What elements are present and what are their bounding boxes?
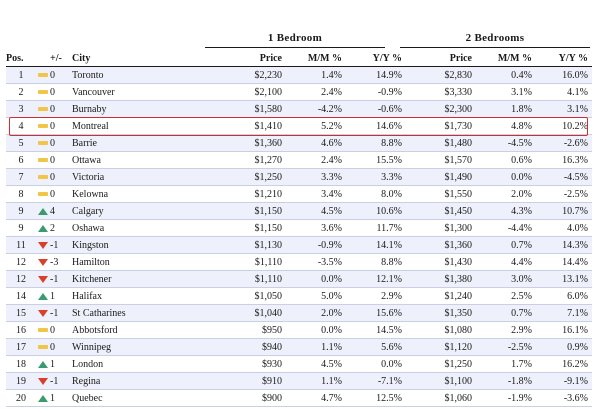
- row-1br-mm: 1.1%: [282, 373, 342, 390]
- triangle-down-icon: [38, 276, 48, 283]
- row-change: 0: [50, 186, 68, 203]
- row-2br-price: $1,300: [402, 220, 472, 237]
- row-2br-mm: 4.3%: [472, 203, 532, 220]
- row-2br-mm: 0.7%: [472, 305, 532, 322]
- row-city: Halifax: [68, 288, 172, 305]
- col-header-1br-price: Price: [172, 50, 282, 67]
- row-2br-yy: 7.1%: [532, 305, 592, 322]
- dash-icon: [38, 107, 48, 111]
- trend-cell: [36, 356, 50, 373]
- trend-cell: [36, 339, 50, 356]
- row-2br-yy: -3.6%: [532, 390, 592, 407]
- row-position: 17: [6, 339, 36, 356]
- row-2br-yy: 10.7%: [532, 203, 592, 220]
- row-position: 5: [6, 135, 36, 152]
- row-1br-price: $900: [172, 390, 282, 407]
- row-position: 11: [6, 237, 36, 254]
- table-row: [6, 322, 592, 339]
- table-row: [6, 186, 592, 203]
- row-1br-price: $1,050: [172, 288, 282, 305]
- row-1br-price: $1,210: [172, 186, 282, 203]
- row-1br-price: $1,250: [172, 169, 282, 186]
- row-1br-mm: 4.5%: [282, 203, 342, 220]
- trend-cell: [36, 84, 50, 101]
- table-row: [6, 169, 592, 186]
- row-1br-mm: -4.2%: [282, 101, 342, 118]
- table-row: [6, 271, 592, 288]
- row-1br-price: $1,270: [172, 152, 282, 169]
- row-2br-yy: -2.6%: [532, 135, 592, 152]
- row-1br-mm: 2.0%: [282, 305, 342, 322]
- row-1br-mm: 4.6%: [282, 135, 342, 152]
- row-2br-price: $1,350: [402, 305, 472, 322]
- triangle-down-icon: [38, 378, 48, 385]
- row-2br-price: $1,240: [402, 288, 472, 305]
- row-city: Regina: [68, 373, 172, 390]
- row-position: 6: [6, 152, 36, 169]
- row-2br-mm: -2.5%: [472, 339, 532, 356]
- col-header-change: +/-: [50, 50, 68, 67]
- row-2br-price: $1,060: [402, 390, 472, 407]
- row-1br-mm: 2.4%: [282, 84, 342, 101]
- row-1br-yy: 12.5%: [342, 390, 402, 407]
- row-city: Kitchener: [68, 271, 172, 288]
- row-city: Calgary: [68, 203, 172, 220]
- row-1br-price: $1,110: [172, 271, 282, 288]
- triangle-up-icon: [38, 208, 48, 215]
- row-1br-mm: 3.4%: [282, 186, 342, 203]
- col-header-2br-mm: M/M %: [472, 50, 532, 67]
- row-city: Oshawa: [68, 220, 172, 237]
- row-1br-yy: 8.8%: [342, 135, 402, 152]
- row-change: 0: [50, 135, 68, 152]
- dash-icon: [38, 73, 48, 77]
- row-change: 0: [50, 101, 68, 118]
- one-bedroom-group-rule: [205, 47, 385, 48]
- col-header-pos: Pos.: [6, 50, 36, 67]
- table-row: [6, 67, 592, 84]
- row-2br-price: $2,300: [402, 101, 472, 118]
- trend-cell: [36, 288, 50, 305]
- row-change: -3: [50, 254, 68, 271]
- row-2br-mm: 2.9%: [472, 322, 532, 339]
- row-1br-yy: 2.9%: [342, 288, 402, 305]
- row-2br-yy: 14.4%: [532, 254, 592, 271]
- two-bedrooms-group-label: 2 Bedrooms: [465, 32, 525, 44]
- row-1br-price: $1,580: [172, 101, 282, 118]
- row-position: 16: [6, 322, 36, 339]
- row-city: Vancouver: [68, 84, 172, 101]
- table-row: [6, 373, 592, 390]
- table-row: [6, 237, 592, 254]
- row-position: 20: [6, 390, 36, 407]
- row-1br-yy: -0.9%: [342, 84, 402, 101]
- row-2br-price: $1,570: [402, 152, 472, 169]
- col-header-city: City: [68, 50, 172, 67]
- table-row: [6, 152, 592, 169]
- one-bedroom-group-label: 1 Bedroom: [267, 32, 323, 44]
- row-change: 0: [50, 118, 68, 135]
- row-2br-price: $1,730: [402, 118, 472, 135]
- col-header-1br-yy: Y/Y %: [342, 50, 402, 67]
- row-change: 0: [50, 169, 68, 186]
- row-position: 12: [6, 254, 36, 271]
- row-2br-mm: -1.9%: [472, 390, 532, 407]
- row-city: Hamilton: [68, 254, 172, 271]
- table-body: [6, 67, 592, 407]
- dash-icon: [38, 90, 48, 94]
- row-1br-mm: -0.9%: [282, 237, 342, 254]
- row-2br-price: $1,100: [402, 373, 472, 390]
- dash-icon: [38, 158, 48, 162]
- column-header-row: [6, 50, 592, 67]
- row-2br-yy: 14.3%: [532, 237, 592, 254]
- row-position: 1: [6, 67, 36, 84]
- trend-cell: [36, 186, 50, 203]
- row-change: 0: [50, 322, 68, 339]
- trend-cell: [36, 220, 50, 237]
- row-position: 14: [6, 288, 36, 305]
- row-2br-price: $1,120: [402, 339, 472, 356]
- row-1br-yy: 14.1%: [342, 237, 402, 254]
- row-2br-price: $1,480: [402, 135, 472, 152]
- table-row: [6, 203, 592, 220]
- row-1br-yy: 11.7%: [342, 220, 402, 237]
- row-position: 4: [6, 118, 36, 135]
- row-2br-yy: 13.1%: [532, 271, 592, 288]
- dash-icon: [38, 124, 48, 128]
- row-change: 0: [50, 67, 68, 84]
- row-2br-yy: 16.2%: [532, 356, 592, 373]
- row-city: Abbotsford: [68, 322, 172, 339]
- row-2br-price: $2,830: [402, 67, 472, 84]
- row-1br-yy: 15.5%: [342, 152, 402, 169]
- row-city: Burnaby: [68, 101, 172, 118]
- row-position: 2: [6, 84, 36, 101]
- row-1br-yy: 8.8%: [342, 254, 402, 271]
- table-row: [6, 356, 592, 373]
- row-1br-price: $1,110: [172, 254, 282, 271]
- row-city: Toronto: [68, 67, 172, 84]
- row-2br-yy: 16.3%: [532, 152, 592, 169]
- trend-cell: [36, 203, 50, 220]
- row-1br-mm: 3.3%: [282, 169, 342, 186]
- row-1br-yy: 14.5%: [342, 322, 402, 339]
- rent-ranking-table: [6, 50, 592, 407]
- row-city: Ottawa: [68, 152, 172, 169]
- row-change: 0: [50, 84, 68, 101]
- row-1br-price: $950: [172, 322, 282, 339]
- row-2br-mm: -4.5%: [472, 135, 532, 152]
- row-1br-mm: 1.1%: [282, 339, 342, 356]
- row-city: Barrie: [68, 135, 172, 152]
- row-2br-price: $1,450: [402, 203, 472, 220]
- row-2br-mm: 2.0%: [472, 186, 532, 203]
- trend-cell: [36, 118, 50, 135]
- dash-icon: [38, 141, 48, 145]
- triangle-down-icon: [38, 310, 48, 317]
- col-header-indicator: [36, 50, 50, 67]
- row-1br-mm: 5.0%: [282, 288, 342, 305]
- trend-cell: [36, 152, 50, 169]
- row-change: 2: [50, 220, 68, 237]
- row-change: -1: [50, 373, 68, 390]
- row-1br-price: $2,100: [172, 84, 282, 101]
- row-1br-mm: 0.0%: [282, 271, 342, 288]
- row-2br-yy: 3.1%: [532, 101, 592, 118]
- row-position: 7: [6, 169, 36, 186]
- row-2br-yy: 16.1%: [532, 322, 592, 339]
- row-2br-price: $1,360: [402, 237, 472, 254]
- row-2br-mm: 4.4%: [472, 254, 532, 271]
- row-1br-yy: 15.6%: [342, 305, 402, 322]
- row-2br-price: $1,550: [402, 186, 472, 203]
- table-row: [6, 288, 592, 305]
- trend-cell: [36, 135, 50, 152]
- row-2br-price: $3,330: [402, 84, 472, 101]
- dash-icon: [38, 328, 48, 332]
- row-1br-yy: 0.0%: [342, 356, 402, 373]
- row-2br-price: $1,490: [402, 169, 472, 186]
- table-row: [6, 135, 592, 152]
- row-1br-price: $1,040: [172, 305, 282, 322]
- col-header-2br-price: Price: [402, 50, 472, 67]
- row-change: 1: [50, 390, 68, 407]
- row-city: Kingston: [68, 237, 172, 254]
- row-1br-yy: -7.1%: [342, 373, 402, 390]
- row-1br-yy: 5.6%: [342, 339, 402, 356]
- row-1br-price: $1,130: [172, 237, 282, 254]
- row-1br-price: $930: [172, 356, 282, 373]
- row-2br-mm: 2.5%: [472, 288, 532, 305]
- row-1br-price: $1,150: [172, 203, 282, 220]
- row-2br-yy: -4.5%: [532, 169, 592, 186]
- row-1br-price: $940: [172, 339, 282, 356]
- row-1br-price: $1,150: [172, 220, 282, 237]
- row-1br-yy: 8.0%: [342, 186, 402, 203]
- triangle-up-icon: [38, 293, 48, 300]
- row-2br-price: $1,080: [402, 322, 472, 339]
- row-2br-mm: -4.4%: [472, 220, 532, 237]
- row-position: 8: [6, 186, 36, 203]
- triangle-up-icon: [38, 225, 48, 232]
- row-2br-mm: 1.8%: [472, 101, 532, 118]
- row-1br-yy: 10.6%: [342, 203, 402, 220]
- row-2br-mm: 3.1%: [472, 84, 532, 101]
- row-1br-yy: -0.6%: [342, 101, 402, 118]
- row-2br-mm: 0.4%: [472, 67, 532, 84]
- row-position: 15: [6, 305, 36, 322]
- row-change: -1: [50, 271, 68, 288]
- row-position: 9: [6, 220, 36, 237]
- row-change: 1: [50, 288, 68, 305]
- dash-icon: [38, 175, 48, 179]
- trend-cell: [36, 67, 50, 84]
- table-row: [6, 84, 592, 101]
- row-change: 0: [50, 152, 68, 169]
- trend-cell: [36, 101, 50, 118]
- row-position: 18: [6, 356, 36, 373]
- row-2br-price: $1,250: [402, 356, 472, 373]
- row-1br-yy: 3.3%: [342, 169, 402, 186]
- row-1br-mm: 4.5%: [282, 356, 342, 373]
- table-row: [6, 101, 592, 118]
- table-row: [6, 118, 592, 135]
- row-1br-mm: 5.2%: [282, 118, 342, 135]
- two-bedrooms-group-rule: [400, 47, 590, 48]
- row-1br-mm: 1.4%: [282, 67, 342, 84]
- row-2br-mm: 0.7%: [472, 237, 532, 254]
- triangle-up-icon: [38, 395, 48, 402]
- trend-cell: [36, 271, 50, 288]
- one-bedroom-group-header: [205, 30, 385, 48]
- row-1br-mm: -3.5%: [282, 254, 342, 271]
- row-1br-mm: 3.6%: [282, 220, 342, 237]
- row-1br-price: $1,410: [172, 118, 282, 135]
- dash-icon: [38, 345, 48, 349]
- row-change: 4: [50, 203, 68, 220]
- row-city: Kelowna: [68, 186, 172, 203]
- row-2br-mm: 4.8%: [472, 118, 532, 135]
- dash-icon: [38, 192, 48, 196]
- row-city: Winnipeg: [68, 339, 172, 356]
- table-row: [6, 305, 592, 322]
- row-2br-yy: 4.1%: [532, 84, 592, 101]
- table-row: [6, 254, 592, 271]
- row-2br-price: $1,380: [402, 271, 472, 288]
- row-2br-mm: 3.0%: [472, 271, 532, 288]
- row-1br-yy: 12.1%: [342, 271, 402, 288]
- trend-cell: [36, 305, 50, 322]
- row-position: 19: [6, 373, 36, 390]
- row-1br-mm: 0.0%: [282, 322, 342, 339]
- triangle-down-icon: [38, 242, 48, 249]
- triangle-up-icon: [38, 361, 48, 368]
- row-2br-mm: 1.7%: [472, 356, 532, 373]
- row-1br-yy: 14.9%: [342, 67, 402, 84]
- row-2br-yy: 10.2%: [532, 118, 592, 135]
- trend-cell: [36, 169, 50, 186]
- row-1br-price: $1,360: [172, 135, 282, 152]
- row-2br-yy: 16.0%: [532, 67, 592, 84]
- trend-cell: [36, 390, 50, 407]
- row-1br-mm: 4.7%: [282, 390, 342, 407]
- row-2br-yy: -2.5%: [532, 186, 592, 203]
- trend-cell: [36, 237, 50, 254]
- trend-cell: [36, 254, 50, 271]
- row-position: 9: [6, 203, 36, 220]
- table-row: [6, 220, 592, 237]
- table-row: [6, 339, 592, 356]
- row-2br-yy: 6.0%: [532, 288, 592, 305]
- row-position: 3: [6, 101, 36, 118]
- row-position: 12: [6, 271, 36, 288]
- row-change: 0: [50, 339, 68, 356]
- row-change: -1: [50, 237, 68, 254]
- col-header-2br-yy: Y/Y %: [532, 50, 592, 67]
- row-2br-mm: 0.6%: [472, 152, 532, 169]
- row-2br-yy: 0.9%: [532, 339, 592, 356]
- triangle-down-icon: [38, 259, 48, 266]
- row-1br-mm: 2.4%: [282, 152, 342, 169]
- row-1br-price: $2,230: [172, 67, 282, 84]
- row-2br-mm: -1.8%: [472, 373, 532, 390]
- row-city: Victoria: [68, 169, 172, 186]
- trend-cell: [36, 373, 50, 390]
- two-bedrooms-group-header: [400, 30, 590, 48]
- trend-cell: [36, 322, 50, 339]
- row-city: London: [68, 356, 172, 373]
- row-city: St Catharines: [68, 305, 172, 322]
- row-city: Montreal: [68, 118, 172, 135]
- row-2br-mm: 0.0%: [472, 169, 532, 186]
- row-1br-price: $910: [172, 373, 282, 390]
- row-1br-yy: 14.6%: [342, 118, 402, 135]
- table-row: [6, 390, 592, 407]
- row-city: Quebec: [68, 390, 172, 407]
- col-header-1br-mm: M/M %: [282, 50, 342, 67]
- row-2br-price: $1,430: [402, 254, 472, 271]
- row-2br-yy: 4.0%: [532, 220, 592, 237]
- row-change: -1: [50, 305, 68, 322]
- row-change: 1: [50, 356, 68, 373]
- row-2br-yy: -9.1%: [532, 373, 592, 390]
